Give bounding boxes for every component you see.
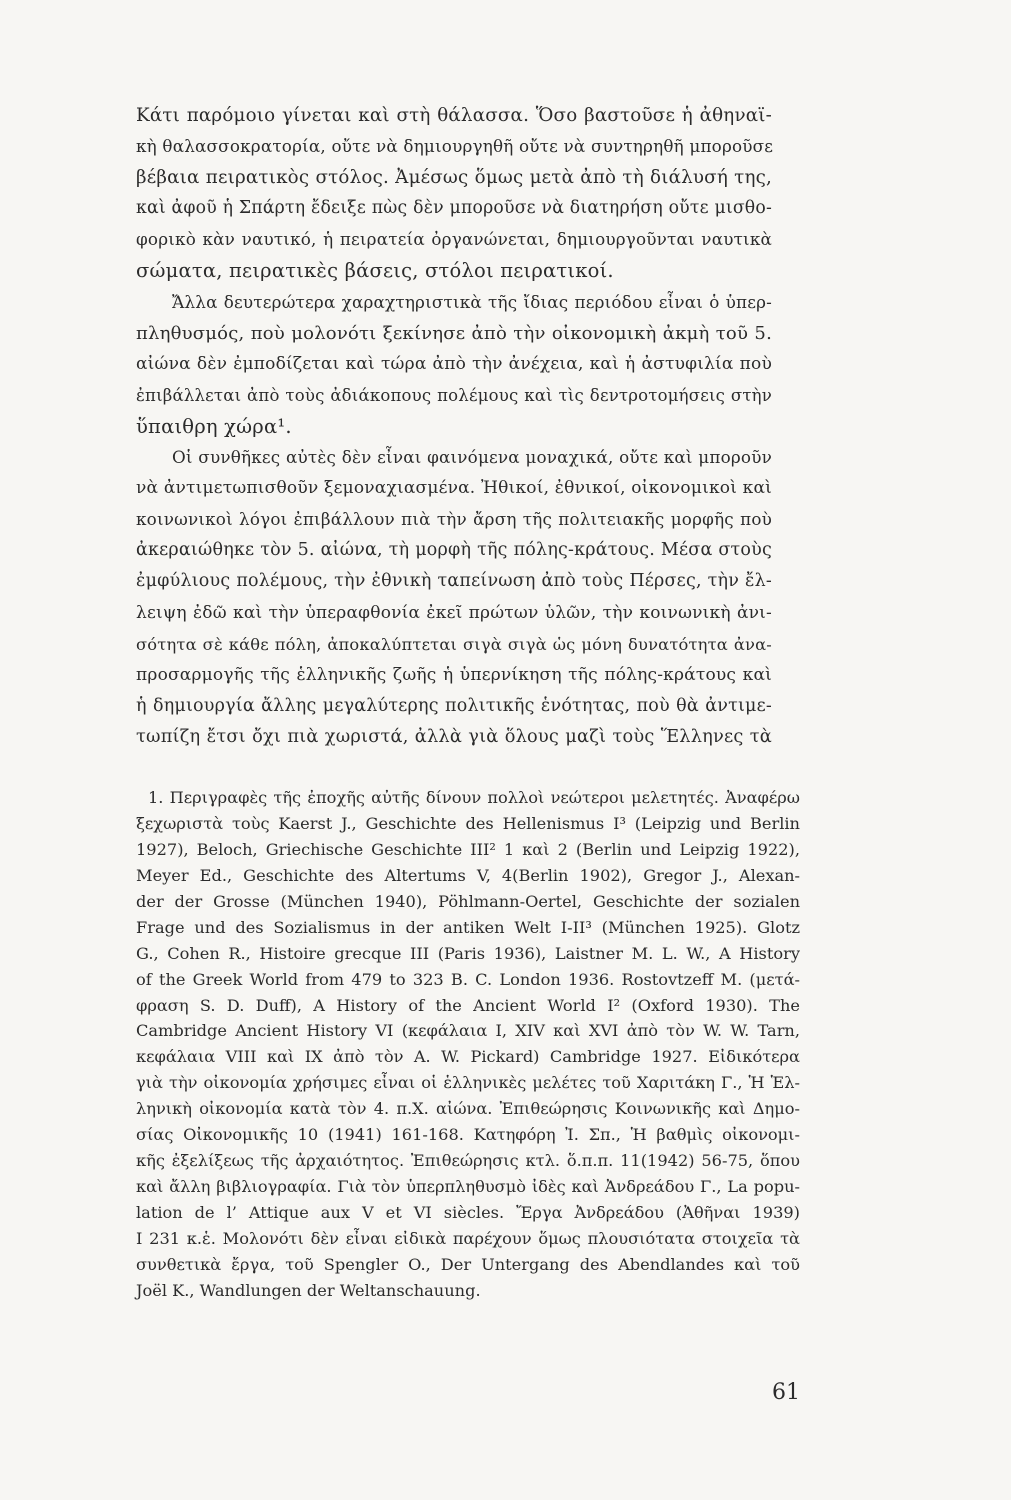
footnote-line: ξεχωριστὰ τοὺς Kaerst J., Geschichte des Hellenismus I³ (Leipzig und Berlin [136,813,800,833]
footnote-line: lation de l’ Attique aux V et VI siècles. Ἔργα Ἀνδρεάδου (Ἀθῆναι 1939) [136,1203,800,1222]
footnote-line: συνθετικὰ ἔργα, τοῦ Spengler O., Der Untergang des Abendlandes καὶ τοῦ [136,1254,800,1274]
footnote-line: 1. Περιγραφὲς τῆς ἐποχῆς αὐτῆς δίνουν πολλοὶ νεώτεροι μελετητές. Ἀναφέρω [148,788,800,807]
text-line: ἐπιβάλλεται ἀπὸ τοὺς ἀδιάκοπους πολέμους καὶ τὶς δεντροτομήσεις στὴν [136,385,772,405]
text-line: ἀκεραιώθηκε τὸν 5. αἰώνα, τὴ μορφὴ τῆς πόλης-κράτους. Μέσα στοὺς [136,540,772,561]
text-line: καὶ ἀφοῦ ἡ Σπάρτη ἔδειξε πὼς δὲν μποροῦσε νὰ διατηρήση οὔτε μισθο- [136,198,772,219]
footnote-line: σίας Οἰκονομικῆς 10 (1941) 161-168. Κατηφόρη Ἰ. Σπ., Ἡ βαθμὶς οἰκονομι- [136,1125,800,1145]
footnote-line: G., Cohen R., Histoire grecque III (Paris 1936), Laistner M. L. W., A History [136,943,800,963]
text-line: ἡ δημιουργία ἄλλης μεγαλύτερης πολιτικῆς ἑνότητας, ποὺ θὰ ἀντιμε- [136,695,772,716]
text-line: πληθυσμός, ποὺ μολονότι ξεκίνησε ἀπὸ τὴν οἰκονομικὴ ἀκμὴ τοῦ 5. [136,322,772,344]
text-line: προσαρμογῆς τῆς ἑλληνικῆς ζωῆς ἡ ὑπερνίκηση τῆς πόλης-κράτους καὶ [136,664,772,685]
text-line: νὰ ἀντιμετωπισθοῦν ξεμοναχιασμένα. Ἠθικοί, ἐθνικοί, οἰκονομικοὶ καὶ [136,478,773,499]
text-line: λειψη ἐδῶ καὶ τὴν ὑπεραφθονία ἐκεῖ πρώτων ὑλῶν, τὴν κοινωνικὴ ἀνι- [136,602,772,623]
footnote-line: der der Grosse (München 1940), Pöhlmann-Oertel, Geschichte der sozialen [136,891,800,911]
footnote-line: κῆς ἐξελίξεως τῆς ἀρχαιότητος. Ἐπιθεώρησις κτλ. ὅ.π.π. 11(1942) 56-75, ὅπου [136,1151,800,1171]
footnote-line: of the Greek World from 479 to 323 B. C. London 1936. Rostovtzeff M. (μετά- [136,969,800,989]
text-line: κοινωνικοὶ λόγοι ἐπιβάλλουν πιὰ τὴν ἄρση τῆς πολιτειακῆς μορφῆς ποὺ [136,509,772,530]
footnote-line: Frage und des Sozialismus in der antiken Welt I-II³ (München 1925). Glotz [136,917,800,937]
footnote-line: I 231 κ.ἑ. Μολονότι δὲν εἶναι εἰδικὰ παρέχουν ὅμως πλουσιότατα στοιχεῖα τὰ [136,1228,800,1248]
footnote-line: γιὰ τὴν οἰκονομία χρήσιμες εἶναι οἱ ἑλληνικὲς μελέτες τοῦ Χαριτάκη Γ., Ἡ Ἑλ- [136,1073,800,1093]
footnote-line: 1927), Beloch, Griechische Geschichte III² 1 καὶ 2 (Berlin und Leipzig 1922), [136,839,800,859]
text-line: φορικὸ κὰν ναυτικό, ἡ πειρατεία ὀργανώνεται, δημιουργοῦνται ναυτικὰ [136,229,772,250]
footnote-line: Meyer Ed., Geschichte des Altertums V, 4(Berlin 1902), Gregor J., Alexan- [136,865,800,885]
text-line: σώματα, πειρατικὲς βάσεις, στόλοι πειρατικοί. [136,259,614,283]
text-line: ἐμφύλιους πολέμους, τὴν ἐθνικὴ ταπείνωση ἀπὸ τοὺς Πέρσες, τὴν ἔλ- [136,571,772,592]
text-line: σότητα σὲ κάθε πόλη, ἀποκαλύπτεται σιγὰ σιγὰ ὡς μόνη δυνατότητα ἀνα- [136,634,772,654]
text-line: Ἄλλα δευτερώτερα χαραχτηριστικὰ τῆς ἴδιας περιόδου εἶναι ὁ ὑπερ- [172,291,772,312]
footnote-line: φραση S. D. Duff), A History of the Ancient World I² (Oxford 1930). The [136,995,800,1015]
text-line: αἰώνα δὲν ἐμποδίζεται καὶ τώρα ἀπὸ τὴν ἀνέχεια, καὶ ἡ ἀστυφιλία ποὺ [136,353,772,374]
text-line: Κάτι παρόμοιο γίνεται καὶ στὴ θάλασσα. Ὅσο βαστοῦσε ἡ ἀθηναϊ- [136,105,772,126]
footnote-line: καὶ ἄλλη βιβλιογραφία. Γιὰ τὸν ὑπερπληθυσμὸ ἰδὲς καὶ Ἀνδρεάδου Γ., La popu- [136,1177,800,1197]
footnote-line: κεφάλαια VIII καὶ IX ἀπὸ τὸν A. W. Pickard) Cambridge 1927. Εἰδικότερα [136,1047,800,1067]
text-line: Οἱ συνθῆκες αὐτὲς δὲν εἶναι φαινόμενα μοναχικά, οὔτε καὶ μποροῦν [172,447,772,468]
footnote-line: ληνικὴ οἰκονομία κατὰ τὸν 4. π.Χ. αἰώνα. Ἐπιθεώρησις Κοινωνικῆς καὶ Δημο- [136,1099,800,1119]
page-number: 61 [772,1380,800,1405]
text-line: κὴ θαλασσοκρατορία, οὔτε νὰ δημιουργηθῆ οὔτε νὰ συντηρηθῆ μποροῦσε [136,136,774,157]
text-line: ὕπαιθρη χώρα¹. [136,414,292,438]
text-line: βέβαια πειρατικὸς στόλος. Ἀμέσως ὅμως μετὰ ἀπὸ τὴ διάλυσή της, [136,167,772,189]
footnote-line: Cambridge Ancient History VI (κεφάλαια I, XIV καὶ XVI ἀπὸ τὸν W. W. Tarn, [136,1021,800,1041]
footnote-line: Joël K., Wandlungen der Weltanschauung. [136,1280,481,1300]
text-line: τωπίζη ἔτσι ὄχι πιὰ χωριστά, ἀλλὰ γιὰ ὅλους μαζὶ τοὺς Ἕλληνες τὰ [136,726,772,747]
main-text [136,100,772,753]
footnote [136,785,800,1304]
